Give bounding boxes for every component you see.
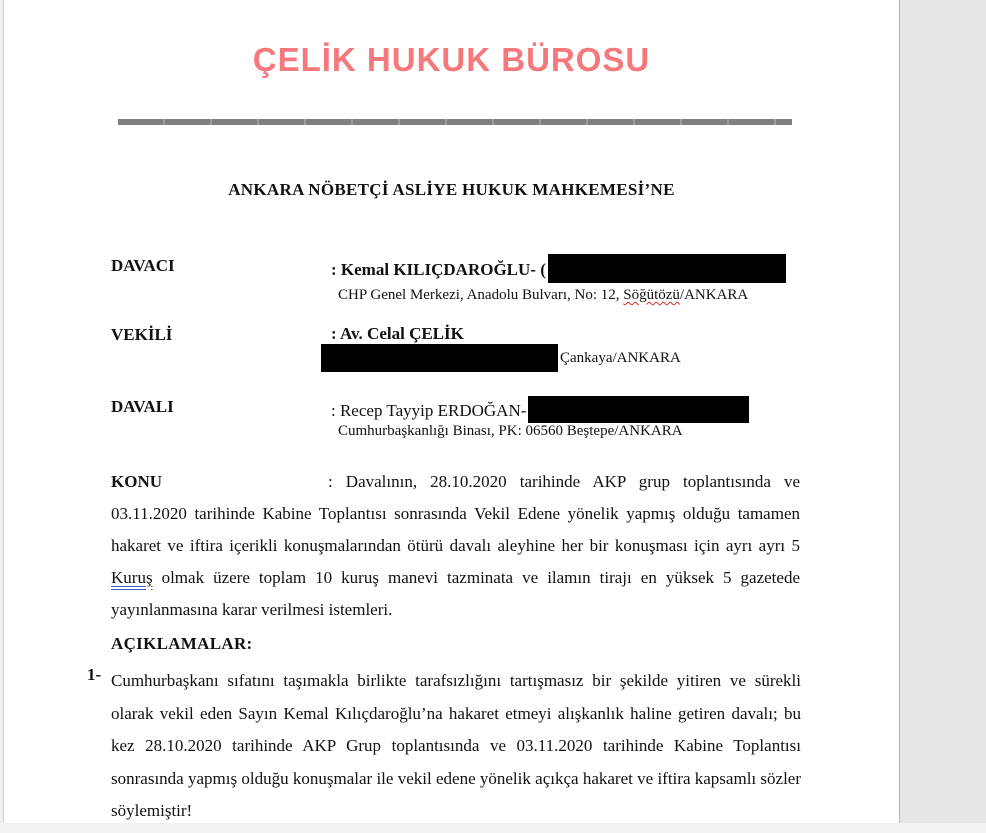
vekili-name: : Av. Celal ÇELİK — [331, 324, 464, 343]
canvas-bottom-margin — [0, 823, 986, 833]
vekili-address: Çankaya/ANKARA — [560, 349, 681, 366]
konu-text-part1: : Davalının, 28.10.2020 tarihinde AKP grup toplantısında ve 03.11.2020 tarihinde Kabine Toplantısı sonrasında Vekil Edene yönelik yapmış olduğu tamamen hakaret ve iftira içerikli konuşmalarından ötürü davalı aleyhine her bir konuşması için ayrı ayrı 5 — [111, 472, 800, 555]
grammar-flagged-word: Kuruş — [111, 568, 153, 587]
vekili-label: VEKİLİ — [111, 325, 173, 344]
letterhead-title: ÇELİK HUKUK BÜROSU — [252, 41, 651, 78]
davali-name: : Recep Tayyip ERDOĞAN- — [331, 401, 527, 420]
davaci-address-part2: /ANKARA — [679, 287, 749, 303]
davaci-name-line — [331, 254, 786, 283]
davali-label: DAVALI — [111, 397, 174, 416]
court-title: ANKARA NÖBETÇİ ASLİYE HUKUK MAHKEMESİ’NE — [228, 180, 675, 199]
letterhead-separator-line — [118, 119, 792, 125]
redaction-bar — [548, 254, 786, 283]
document-page[interactable] — [3, 0, 900, 823]
davali-name-line — [331, 396, 749, 423]
konu-label: KONU — [111, 472, 162, 491]
spellcheck-flagged-word: Söğütözü — [623, 287, 680, 303]
vekili-address-line — [321, 344, 681, 372]
redaction-bar — [321, 344, 558, 372]
konu-paragraph — [111, 466, 800, 626]
list-item-paragraph: Cumhurbaşkanı sıfatını taşımakla birlikte tarafsızlığını tartışmasız bir şekilde yitiren ve sürekli olarak vekil eden Sayın Kemal Kılıçdaroğlu’na hakaret etmeyi alışkanlık haline getiren davalı; bu kez 28.10.2020 tarihinde AKP Grup toplantısında ve 03.11.2020 tarihinde Kabine Toplantısı sonrasında yapmış olduğu konuşmalar ile vekil edene yönelik açıkça hakaret ve iftira kapsamlı sözler söylemiştir! — [111, 671, 801, 820]
aciklamalar-heading: AÇIKLAMALAR: — [111, 634, 253, 653]
davaci-address-line — [338, 287, 748, 304]
davaci-name: : Kemal KILIÇDAROĞLU- ( — [331, 260, 546, 279]
redaction-bar — [528, 396, 749, 423]
davali-address: Cumhurbaşkanlığı Binası, PK: 06560 Beştepe/ANKARA — [338, 423, 683, 439]
davaci-label: DAVACI — [111, 256, 175, 275]
davaci-address-part1: CHP Genel Merkezi, Anadolu Bulvarı, No: 12, — [338, 287, 624, 303]
konu-text-part2: olmak üzere toplam 10 kuruş manevi tazminata ve ilamın tirajı en yüksek 5 gazetede yayınlanmasına karar verilmesi istemleri. — [111, 568, 800, 619]
list-item-number: 1- — [87, 665, 102, 684]
